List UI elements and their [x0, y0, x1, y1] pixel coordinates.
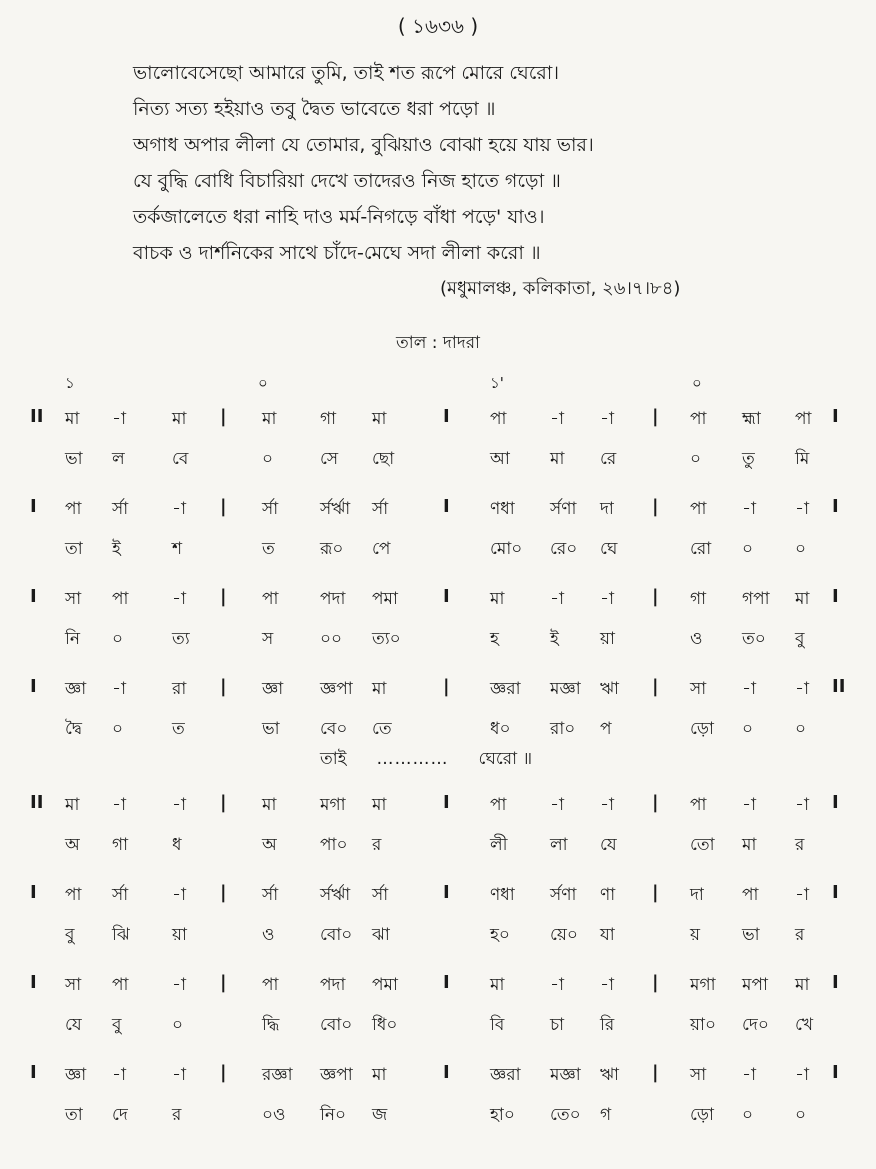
- note: সা: [690, 679, 707, 699]
- note: -া: [600, 975, 614, 995]
- lyric-syllable: আ: [490, 449, 510, 469]
- bar-line: I: [443, 496, 450, 517]
- lyric-syllable: যে: [65, 1015, 82, 1035]
- taal-heading: তাল : দাদরা: [396, 333, 480, 353]
- note: মা: [262, 795, 277, 815]
- poem-line: নিত্য সত্য হইয়াও তবু দ্বৈত ভাবেতে ধরা পড়ো ॥: [133, 98, 496, 120]
- lyric-syllable: হ০: [490, 925, 510, 945]
- continuation-end: ঘেরো ॥: [478, 749, 533, 769]
- notation-row: [0, 876, 876, 916]
- lyric-syllable: ০: [795, 719, 807, 739]
- bar-line: |: [652, 972, 659, 993]
- lyric-syllable: মা: [550, 449, 565, 469]
- lyric-syllable: র: [795, 925, 805, 945]
- lyric-syllable: ভা: [262, 719, 280, 739]
- bar-line: I: [30, 882, 37, 903]
- poem-line: যে বুদ্ধি বোধি বিচারিয়া দেখে তাদেরও নিজ হাতে গড়ো ॥: [133, 170, 561, 192]
- note: -া: [795, 795, 809, 815]
- poem-line: ভালোবেসেছো আমারে তুমি, তাই শত রূপে মোরে ঘেরো।: [133, 62, 560, 84]
- note: জ্ঞা: [65, 1065, 87, 1085]
- lyric-syllable: চা: [550, 1015, 565, 1035]
- lyric-syllable: ০: [742, 539, 754, 559]
- lyric-syllable: ত: [262, 539, 275, 559]
- continuation-dots: …………: [376, 749, 449, 769]
- note: -া: [742, 795, 756, 815]
- bar-line: |: [652, 1062, 659, 1083]
- source-citation: (মধুমালঞ্চ, কলিকাতা, ২৬।৭।৮৪): [440, 278, 681, 299]
- lyric-syllable: ছো: [372, 449, 395, 469]
- lyric-syllable: ও: [690, 629, 703, 649]
- note: পা: [690, 499, 707, 519]
- lyric-syllable: র: [372, 835, 382, 855]
- bar-line: I: [30, 496, 37, 517]
- lyric-syllable: ০: [112, 719, 124, 739]
- lyric-syllable: বু: [112, 1015, 122, 1035]
- lyric-syllable: তো: [690, 835, 715, 855]
- lyric-syllable: দ্ধি: [262, 1015, 280, 1035]
- note: জ্ঞপা: [320, 1065, 353, 1085]
- bar-line: |: [443, 676, 450, 697]
- note: মা: [795, 589, 810, 609]
- lyric-syllable: লা: [550, 835, 568, 855]
- page-number: ( ১৬৩৬ ): [397, 14, 479, 38]
- lyric-syllable: বে০: [320, 719, 348, 739]
- note: জ্ঞরা: [490, 1065, 521, 1085]
- lyric-syllable: র: [795, 835, 805, 855]
- bar-line: II: [30, 792, 44, 813]
- lyric-syllable: য়ে০: [550, 925, 578, 945]
- note: ণধা: [490, 499, 515, 519]
- lyric-syllable: ত্য: [172, 629, 190, 649]
- lyric-syllable: ০: [262, 449, 274, 469]
- bar-line: I: [30, 1062, 37, 1083]
- lyric-row: [0, 710, 876, 750]
- note: র্সা: [112, 885, 129, 905]
- notation-block-2: [0, 786, 876, 1146]
- note: র্সা: [262, 499, 279, 519]
- lyric-syllable: সে: [320, 449, 339, 469]
- note: মজ্ঞা: [550, 679, 581, 699]
- note: -া: [742, 679, 756, 699]
- note: -া: [112, 679, 126, 699]
- beat-marks: [0, 372, 876, 396]
- note: র্সা: [262, 885, 279, 905]
- lyric-syllable: ধি০: [372, 1015, 398, 1035]
- note: -া: [172, 499, 186, 519]
- lyric-syllable: ড়ো: [690, 1105, 714, 1125]
- note: -া: [742, 1065, 756, 1085]
- lyric-syllable: তে: [372, 719, 392, 739]
- bar-line: I: [832, 496, 839, 517]
- lyric-syllable: ০: [795, 539, 807, 559]
- note: জ্ঞরা: [490, 679, 521, 699]
- lyric-row: [0, 620, 876, 660]
- note: পা: [742, 885, 759, 905]
- note: গপা: [742, 589, 770, 609]
- note: র্সর্ঋা: [320, 885, 351, 905]
- note: পা: [795, 409, 812, 429]
- lyric-syllable: র: [172, 1105, 182, 1125]
- note: -া: [742, 499, 756, 519]
- note: পমা: [372, 589, 398, 609]
- lyric-row: [0, 1006, 876, 1046]
- beat-mark: ০: [692, 374, 702, 392]
- note: মা: [372, 409, 387, 429]
- bar-line: I: [832, 586, 839, 607]
- note: -া: [172, 1065, 186, 1085]
- bar-line: |: [652, 882, 659, 903]
- lyric-syllable: রে০: [550, 539, 578, 559]
- lyric-row: [0, 530, 876, 570]
- lyric-syllable: ধ০: [490, 719, 511, 739]
- lyric-syllable: পা০: [320, 835, 348, 855]
- lyric-syllable: য়া: [172, 925, 187, 945]
- note: র্সর্ঋা: [320, 499, 351, 519]
- bar-line: |: [220, 972, 227, 993]
- lyric-syllable: ভা: [742, 925, 760, 945]
- lyric-syllable: নি: [65, 629, 81, 649]
- lyric-syllable: রে: [600, 449, 617, 469]
- poem-line: অগাধ অপার লীলা যে তোমার, বুঝিয়াও বোঝা হয়ে যায় ভার।: [133, 134, 594, 156]
- lyric-syllable: লী: [490, 835, 508, 855]
- note: রা: [172, 679, 187, 699]
- bar-line: |: [652, 496, 659, 517]
- note: জ্ঞপা: [320, 679, 353, 699]
- note: ণা: [600, 885, 616, 905]
- beat-mark: ০: [258, 374, 268, 392]
- notation-row: [0, 490, 876, 530]
- note: পা: [112, 589, 129, 609]
- note: -া: [172, 589, 186, 609]
- note: র্সণা: [550, 885, 577, 905]
- lyric-row: [0, 916, 876, 956]
- notation-row: [0, 400, 876, 440]
- note: পা: [262, 589, 279, 609]
- lyric-row: [0, 826, 876, 866]
- bar-line: |: [652, 792, 659, 813]
- note: মা: [65, 409, 80, 429]
- note: হ্মা: [742, 409, 761, 429]
- bar-line: I: [832, 792, 839, 813]
- bar-line: I: [443, 792, 450, 813]
- note: জ্ঞা: [65, 679, 87, 699]
- lyric-syllable: তা: [65, 539, 83, 559]
- bar-line: I: [443, 1062, 450, 1083]
- lyric-syllable: মি: [795, 449, 810, 469]
- bar-line: I: [30, 972, 37, 993]
- beat-mark: ১: [65, 374, 75, 392]
- note: -া: [600, 795, 614, 815]
- lyric-syllable: মা: [742, 835, 757, 855]
- lyric-syllable: রো: [690, 539, 712, 559]
- notation-row: [0, 670, 876, 710]
- note: সা: [690, 1065, 707, 1085]
- note: -া: [550, 589, 564, 609]
- bar-line: |: [220, 676, 227, 697]
- note: মগা: [690, 975, 716, 995]
- lyric-syllable: মো০: [490, 539, 523, 559]
- lyric-syllable: য়া: [600, 629, 615, 649]
- note: মা: [372, 1065, 387, 1085]
- lyric-syllable: তা: [65, 1105, 83, 1125]
- note: পা: [65, 499, 82, 519]
- bar-line: II: [30, 406, 44, 427]
- lyric-syllable: ০: [172, 1015, 184, 1035]
- lyric-syllable: ঝা: [372, 925, 390, 945]
- note: পমা: [372, 975, 398, 995]
- note: মা: [65, 795, 80, 815]
- note: জ্ঞা: [262, 679, 284, 699]
- lyric-syllable: হা০: [490, 1105, 515, 1125]
- notation-row: [0, 786, 876, 826]
- note: পা: [490, 409, 507, 429]
- lyric-syllable: ০: [112, 629, 124, 649]
- lyric-syllable: রূ০: [320, 539, 344, 559]
- lyric-row: [0, 440, 876, 480]
- lyric-syllable: নি০: [320, 1105, 347, 1125]
- bar-line: |: [652, 586, 659, 607]
- lyric-syllable: ভা: [65, 449, 83, 469]
- note: র্সা: [112, 499, 129, 519]
- bar-line: |: [220, 882, 227, 903]
- note: পদা: [320, 589, 346, 609]
- note: -া: [112, 409, 126, 429]
- bar-line: |: [220, 1062, 227, 1083]
- bar-line: II: [832, 676, 846, 697]
- note: সা: [65, 589, 82, 609]
- note: দা: [600, 499, 614, 519]
- lyric-syllable: অ: [65, 835, 80, 855]
- note: -া: [112, 795, 126, 815]
- bar-line: I: [832, 882, 839, 903]
- lyric-syllable: দে: [112, 1105, 128, 1125]
- lyric-syllable: ০০: [320, 629, 343, 649]
- lyric-syllable: বো০: [320, 925, 353, 945]
- lyric-syllable: ত: [172, 719, 185, 739]
- bar-line: |: [220, 496, 227, 517]
- lyric-syllable: ও: [262, 925, 275, 945]
- lyric-syllable: দ্বৈ: [65, 719, 82, 739]
- note: -া: [550, 409, 564, 429]
- continuation-start: তাই: [320, 749, 347, 769]
- poem-line: বাচক ও দার্শনিকের সাথে চাঁদে-মেঘে সদা লীলা করো ॥: [133, 242, 541, 264]
- note: পদা: [320, 975, 346, 995]
- lyric-syllable: ধ: [172, 835, 182, 855]
- note: গা: [690, 589, 707, 609]
- note: পা: [112, 975, 129, 995]
- lyric-syllable: য়া০: [690, 1015, 716, 1035]
- note: মা: [172, 409, 187, 429]
- lyric-syllable: ০: [795, 1105, 807, 1125]
- lyric-syllable: পে: [372, 539, 391, 559]
- note: -া: [795, 1065, 809, 1085]
- note: মা: [795, 975, 810, 995]
- note: র্সণা: [550, 499, 577, 519]
- note: মা: [372, 795, 387, 815]
- note: মা: [490, 589, 505, 609]
- note: ণধা: [490, 885, 515, 905]
- notation-row: [0, 580, 876, 620]
- note: পা: [690, 795, 707, 815]
- lyric-syllable: ই: [112, 539, 121, 559]
- lyric-syllable: ই: [550, 629, 559, 649]
- bar-line: I: [832, 972, 839, 993]
- note: -া: [795, 499, 809, 519]
- lyric-syllable: বি: [490, 1015, 505, 1035]
- lyric-syllable: যা: [600, 925, 615, 945]
- lyric-syllable: প: [600, 719, 612, 739]
- lyric-syllable: ত্য০: [372, 629, 401, 649]
- lyric-syllable: শ: [172, 539, 183, 559]
- bar-line: |: [220, 406, 227, 427]
- lyric-row: [0, 1096, 876, 1136]
- note: পা: [262, 975, 279, 995]
- bar-line: I: [832, 406, 839, 427]
- lyric-syllable: ০: [742, 719, 754, 739]
- note: -া: [795, 679, 809, 699]
- continuation-line: [320, 746, 532, 774]
- note: ঋা: [600, 679, 619, 699]
- bar-line: I: [443, 882, 450, 903]
- lyric-syllable: ০ও: [262, 1105, 286, 1125]
- bar-line: I: [30, 586, 37, 607]
- note: -া: [112, 1065, 126, 1085]
- lyric-syllable: তে০: [550, 1105, 581, 1125]
- note: -া: [795, 885, 809, 905]
- lyric-syllable: ত০: [742, 629, 766, 649]
- bar-line: |: [220, 792, 227, 813]
- beat-mark: ১': [490, 374, 504, 392]
- bar-line: I: [443, 972, 450, 993]
- note: পা: [690, 409, 707, 429]
- bar-line: |: [220, 586, 227, 607]
- lyric-syllable: বু: [65, 925, 75, 945]
- lyric-syllable: বে: [172, 449, 189, 469]
- poem-text: [133, 58, 833, 274]
- note: র্সা: [372, 499, 389, 519]
- note: -া: [600, 589, 614, 609]
- note: সা: [65, 975, 82, 995]
- lyric-syllable: রা০: [550, 719, 576, 739]
- lyric-syllable: তু: [742, 449, 755, 469]
- lyric-syllable: স: [262, 629, 274, 649]
- note: -া: [550, 975, 564, 995]
- lyric-syllable: যে: [600, 835, 617, 855]
- note: -া: [172, 795, 186, 815]
- notation-row: [0, 1056, 876, 1096]
- note: ঋা: [600, 1065, 619, 1085]
- note: র্সা: [372, 885, 389, 905]
- note: মজ্ঞা: [550, 1065, 581, 1085]
- note: মপা: [742, 975, 768, 995]
- note: গা: [320, 409, 337, 429]
- lyric-syllable: গা: [112, 835, 129, 855]
- notation-block-1: [0, 400, 876, 760]
- bar-line: I: [832, 1062, 839, 1083]
- note: -া: [172, 885, 186, 905]
- lyric-syllable: বু: [795, 629, 805, 649]
- note: মা: [372, 679, 387, 699]
- lyric-syllable: ড়ো: [690, 719, 714, 739]
- note: -া: [550, 795, 564, 815]
- note: মা: [490, 975, 505, 995]
- lyric-syllable: রি: [600, 1015, 615, 1035]
- lyric-syllable: দে০: [742, 1015, 769, 1035]
- lyric-syllable: জ: [372, 1105, 388, 1125]
- lyric-syllable: ল: [112, 449, 125, 469]
- lyric-syllable: গ: [600, 1105, 612, 1125]
- bar-line: I: [443, 586, 450, 607]
- poem-line: তর্কজালেতে ধরা নাহি দাও মর্ম-নিগড়ে বাঁধা পড়ে' যাও।: [133, 206, 545, 228]
- note: পা: [490, 795, 507, 815]
- note: মগা: [320, 795, 346, 815]
- bar-line: |: [652, 406, 659, 427]
- note: -া: [600, 409, 614, 429]
- bar-line: I: [443, 406, 450, 427]
- bar-line: I: [30, 676, 37, 697]
- notation-row: [0, 966, 876, 1006]
- bar-line: |: [652, 676, 659, 697]
- lyric-syllable: ০: [742, 1105, 754, 1125]
- lyric-syllable: ঝি: [112, 925, 130, 945]
- note: রজ্ঞা: [262, 1065, 293, 1085]
- note: -া: [172, 975, 186, 995]
- lyric-syllable: ঘে: [600, 539, 618, 559]
- lyric-syllable: খে: [795, 1015, 814, 1035]
- lyric-syllable: ০: [690, 449, 702, 469]
- lyric-syllable: হ: [490, 629, 499, 649]
- lyric-syllable: বো০: [320, 1015, 353, 1035]
- note: দা: [690, 885, 704, 905]
- lyric-syllable: য়: [690, 925, 701, 945]
- note: পা: [65, 885, 82, 905]
- note: মা: [262, 409, 277, 429]
- lyric-syllable: অ: [262, 835, 277, 855]
